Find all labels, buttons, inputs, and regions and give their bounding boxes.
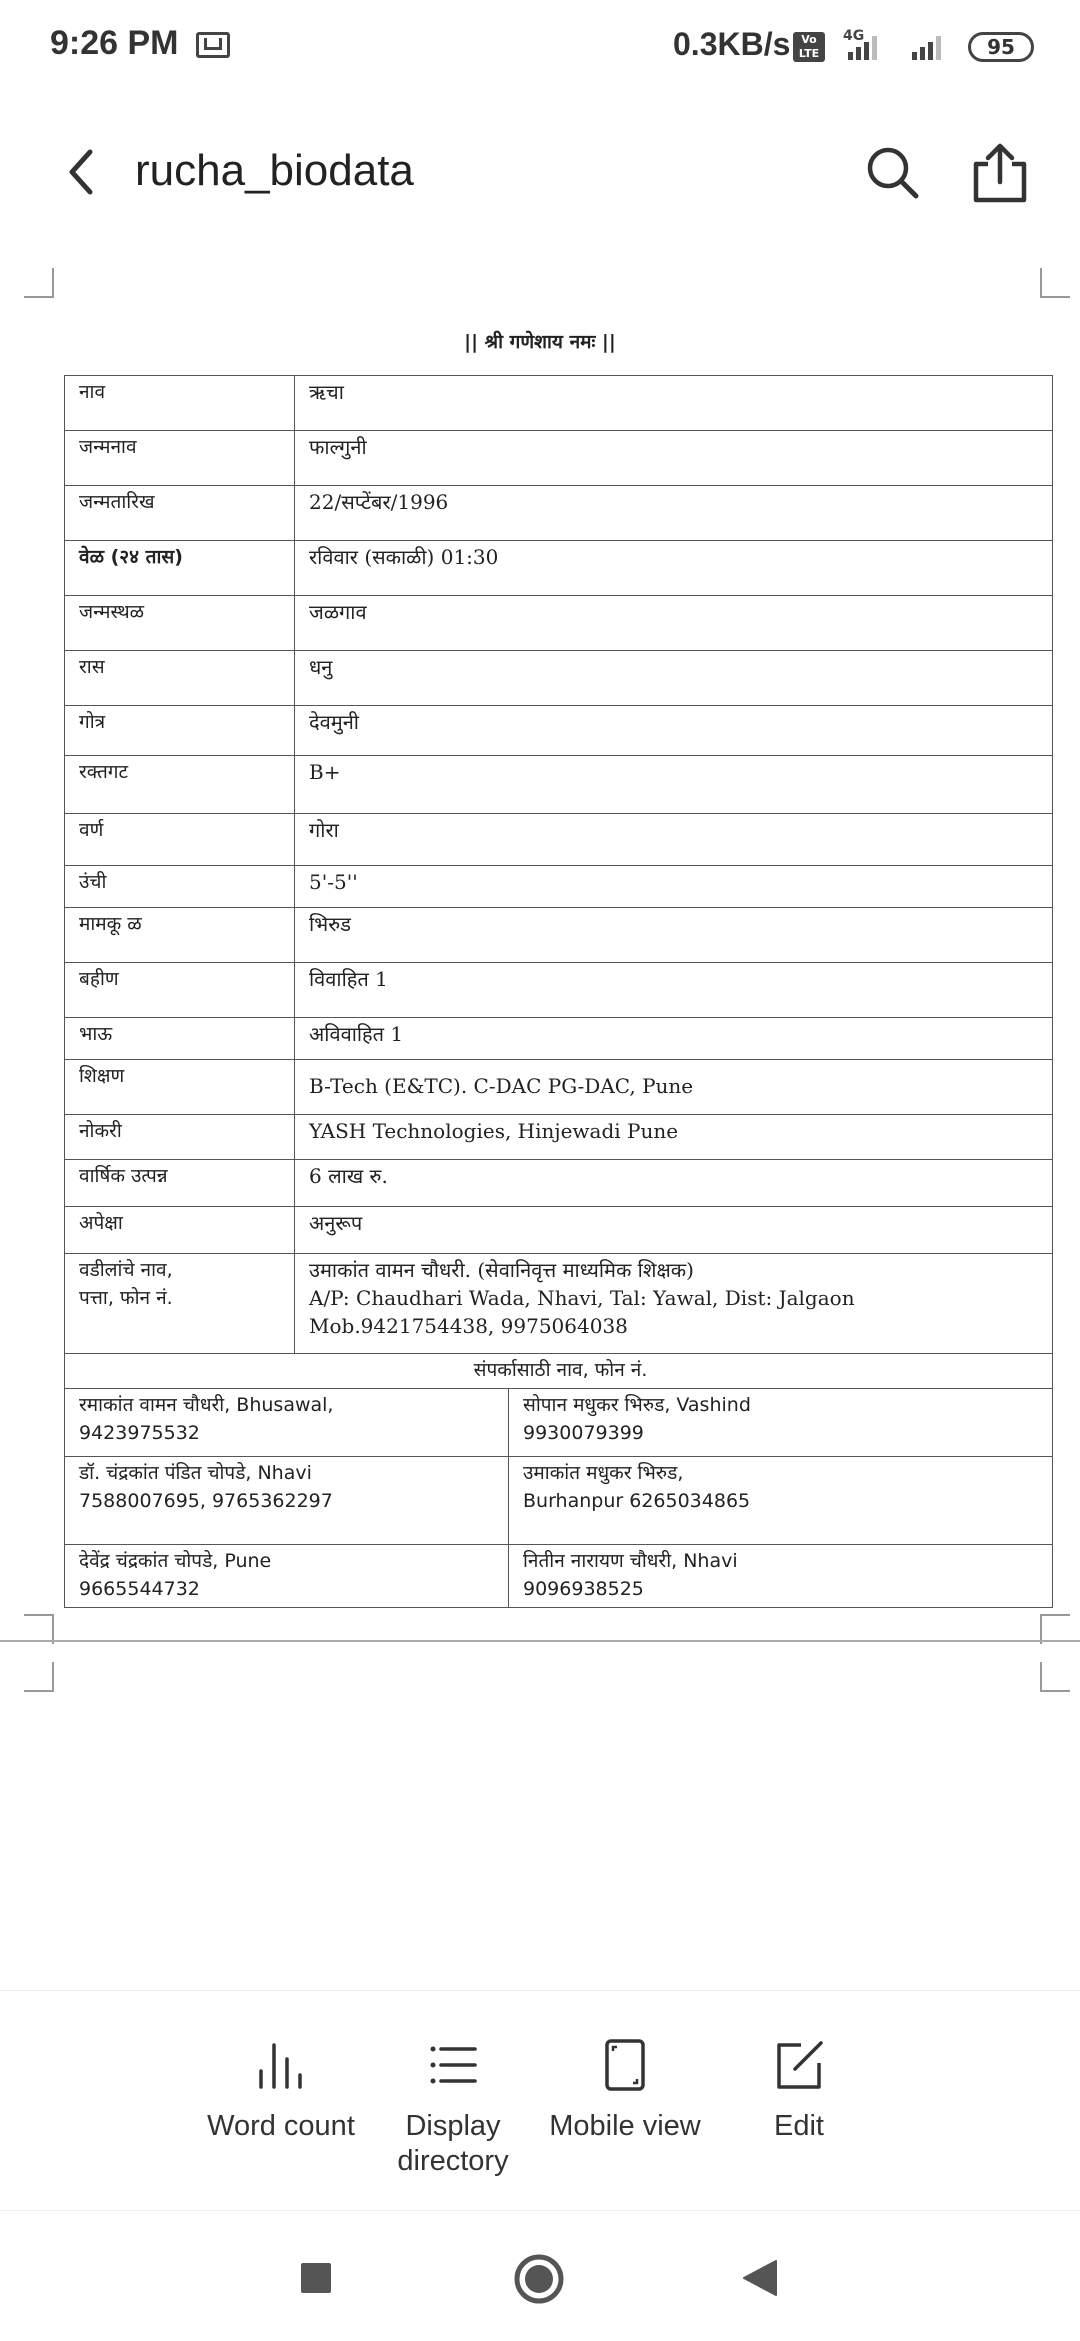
table-row: [65, 1389, 1053, 1457]
gallery-notification-icon: [196, 32, 230, 58]
row-value: [295, 1254, 1053, 1354]
row-value: फाल्गुनी: [295, 431, 1053, 486]
table-row: [65, 1115, 1053, 1160]
table-row: [65, 1018, 1053, 1060]
mobile-view-button[interactable]: [540, 2035, 710, 2144]
father-line3: Mob.9421754438, 9975064038: [309, 1314, 628, 1338]
row-value: ऋचा: [295, 376, 1053, 431]
row-label: वेळ (२४ तास): [65, 541, 295, 596]
row-label: वर्ण: [65, 814, 295, 866]
contact-name: सोपान मधुकर भिरुड, Vashind: [523, 1394, 751, 1416]
table-row: [65, 706, 1053, 756]
row-label: [65, 1254, 295, 1354]
row-value: 22/सप्टेंबर/1996: [295, 486, 1053, 541]
contact-right: [509, 1457, 1053, 1545]
row-label: वार्षिक उत्पन्न: [65, 1160, 295, 1207]
row-label: उंची: [65, 866, 295, 908]
contact-name: डॉ. चंद्रकांत पंडित चोपडे, Nhavi: [79, 1462, 312, 1484]
row-value: B-Tech (E&TC). C-DAC PG-DAC, Pune: [295, 1060, 1053, 1115]
table-row: [65, 1354, 1053, 1389]
row-label: जन्मतारिख: [65, 486, 295, 541]
bottom-toolbar: [0, 1990, 1080, 2211]
row-value: गोरा: [295, 814, 1053, 866]
father-line2: A/P: Chaudhari Wada, Nhavi, Tal: Yawal, Dist: Jalgaon: [309, 1286, 855, 1310]
contacts-heading: संपर्कासाठी नाव, फोन नं.: [65, 1354, 1053, 1389]
edit-button[interactable]: [714, 2035, 884, 2144]
bar-chart-icon: [251, 2035, 311, 2095]
search-icon[interactable]: [862, 142, 922, 202]
row-value: भिरुड: [295, 908, 1053, 963]
contact-left: [65, 1457, 509, 1545]
row-label: नोकरी: [65, 1115, 295, 1160]
word-count-label: Word count: [207, 2110, 355, 2142]
table-row: [65, 376, 1053, 431]
edit-icon: [769, 2035, 829, 2095]
row-value: अविवाहित 1: [295, 1018, 1053, 1060]
contact-phone: 7588007695, 9765362297: [79, 1490, 333, 1512]
father-label-line2: पत्ता, फोन नं.: [79, 1287, 173, 1309]
page-divider: [0, 1640, 1080, 1642]
display-directory-button[interactable]: [368, 2035, 538, 2179]
contact-name: उमाकांत मधुकर भिरुड,: [523, 1462, 684, 1484]
display-directory-line2: directory: [397, 2145, 509, 2177]
document-title: rucha_biodata: [135, 146, 414, 195]
navigation-bar: [0, 2210, 1080, 2341]
table-row: [65, 866, 1053, 908]
row-value: देवमुनी: [295, 706, 1053, 756]
row-label: रक्तगट: [65, 756, 295, 814]
contact-left: [65, 1545, 509, 1608]
volte-top: Vo: [801, 33, 817, 46]
row-label: अपेक्षा: [65, 1207, 295, 1254]
table-row: [65, 1207, 1053, 1254]
row-value: रविवार (सकाळी) 01:30: [295, 541, 1053, 596]
table-row: [65, 963, 1053, 1018]
volte-icon: [793, 32, 825, 62]
edit-label: Edit: [774, 2110, 824, 2142]
row-label: जन्मस्थळ: [65, 596, 295, 651]
row-value: B+: [295, 756, 1053, 814]
contact-name: रमाकांत वामन चौधरी, Bhusawal,: [79, 1394, 334, 1416]
row-value: 6 लाख रु.: [295, 1160, 1053, 1207]
crop-mark: [1040, 1662, 1070, 1692]
contact-right: [509, 1389, 1053, 1457]
mobile-view-label: Mobile view: [549, 2110, 701, 2142]
table-row: [65, 596, 1053, 651]
contact-name: नितीन नारायण चौधरी, Nhavi: [523, 1550, 738, 1572]
list-icon: [423, 2035, 483, 2095]
row-label: शिक्षण: [65, 1060, 295, 1115]
table-row: [65, 1060, 1053, 1115]
document-heading: || श्री गणेशाय नमः ||: [464, 331, 616, 353]
row-label: नाव: [65, 376, 295, 431]
network-type: 4G: [843, 28, 865, 44]
contact-phone: Burhanpur 6265034865: [523, 1490, 751, 1512]
status-time: 9:26 PM: [50, 24, 179, 62]
circle-icon[interactable]: [513, 2253, 565, 2309]
battery-indicator: 95: [968, 32, 1034, 62]
crop-mark: [24, 1662, 54, 1692]
contact-phone: 9665544732: [79, 1578, 200, 1600]
table-row: [65, 541, 1053, 596]
status-bar: [0, 0, 1080, 96]
table-row: [65, 431, 1053, 486]
frame-icon: [595, 2035, 655, 2095]
contact-right: [509, 1545, 1053, 1608]
display-directory-line1: Display: [405, 2110, 501, 2142]
biodata-table: [64, 375, 1053, 1608]
row-label: मामकू ळ: [65, 908, 295, 963]
crop-mark: [1040, 268, 1070, 298]
table-row: [65, 486, 1053, 541]
row-value: 5'-5'': [295, 866, 1053, 908]
row-value: YASH Technologies, Hinjewadi Pune: [295, 1115, 1053, 1160]
table-row: [65, 908, 1053, 963]
network-speed: 0.3KB/s: [673, 26, 791, 62]
row-label: गोत्र: [65, 706, 295, 756]
square-icon[interactable]: [299, 2261, 333, 2299]
row-value: जळगाव: [295, 596, 1053, 651]
table-row: [65, 756, 1053, 814]
share-icon[interactable]: [970, 140, 1030, 204]
table-row: [65, 1457, 1053, 1545]
father-line1: उमाकांत वामन चौधरी. (सेवानिवृत्त माध्यमिक शिक्षक): [309, 1258, 694, 1282]
crop-mark: [24, 268, 54, 298]
contact-phone: 9096938525: [523, 1578, 644, 1600]
signal-1-icon: [848, 36, 880, 60]
contact-left: [65, 1389, 509, 1457]
table-row: [65, 1160, 1053, 1207]
row-label: बहीण: [65, 963, 295, 1018]
row-value: विवाहित 1: [295, 963, 1053, 1018]
row-value: अनुरूप: [295, 1207, 1053, 1254]
word-count-button[interactable]: [196, 2035, 366, 2144]
row-value: धनु: [295, 651, 1053, 706]
contact-phone: 9423975532: [79, 1422, 200, 1444]
row-label: रास: [65, 651, 295, 706]
display-directory-label: [368, 2109, 538, 2179]
father-label-line1: वडीलांचे नाव,: [79, 1259, 173, 1281]
row-label: भाऊ: [65, 1018, 295, 1060]
signal-2-icon: [912, 36, 944, 60]
app-bar: [0, 96, 1080, 246]
row-label: जन्मनाव: [65, 431, 295, 486]
back-icon[interactable]: [58, 142, 108, 202]
table-row: [65, 651, 1053, 706]
table-row: [65, 1545, 1053, 1608]
contact-phone: 9930079399: [523, 1422, 644, 1444]
table-row: [65, 814, 1053, 866]
volte-bottom: LTE: [798, 47, 820, 60]
table-row: [65, 1254, 1053, 1354]
triangle-back-icon[interactable]: [742, 2259, 778, 2301]
contact-name: देवेंद्र चंद्रकांत चोपडे, Pune: [79, 1550, 272, 1572]
